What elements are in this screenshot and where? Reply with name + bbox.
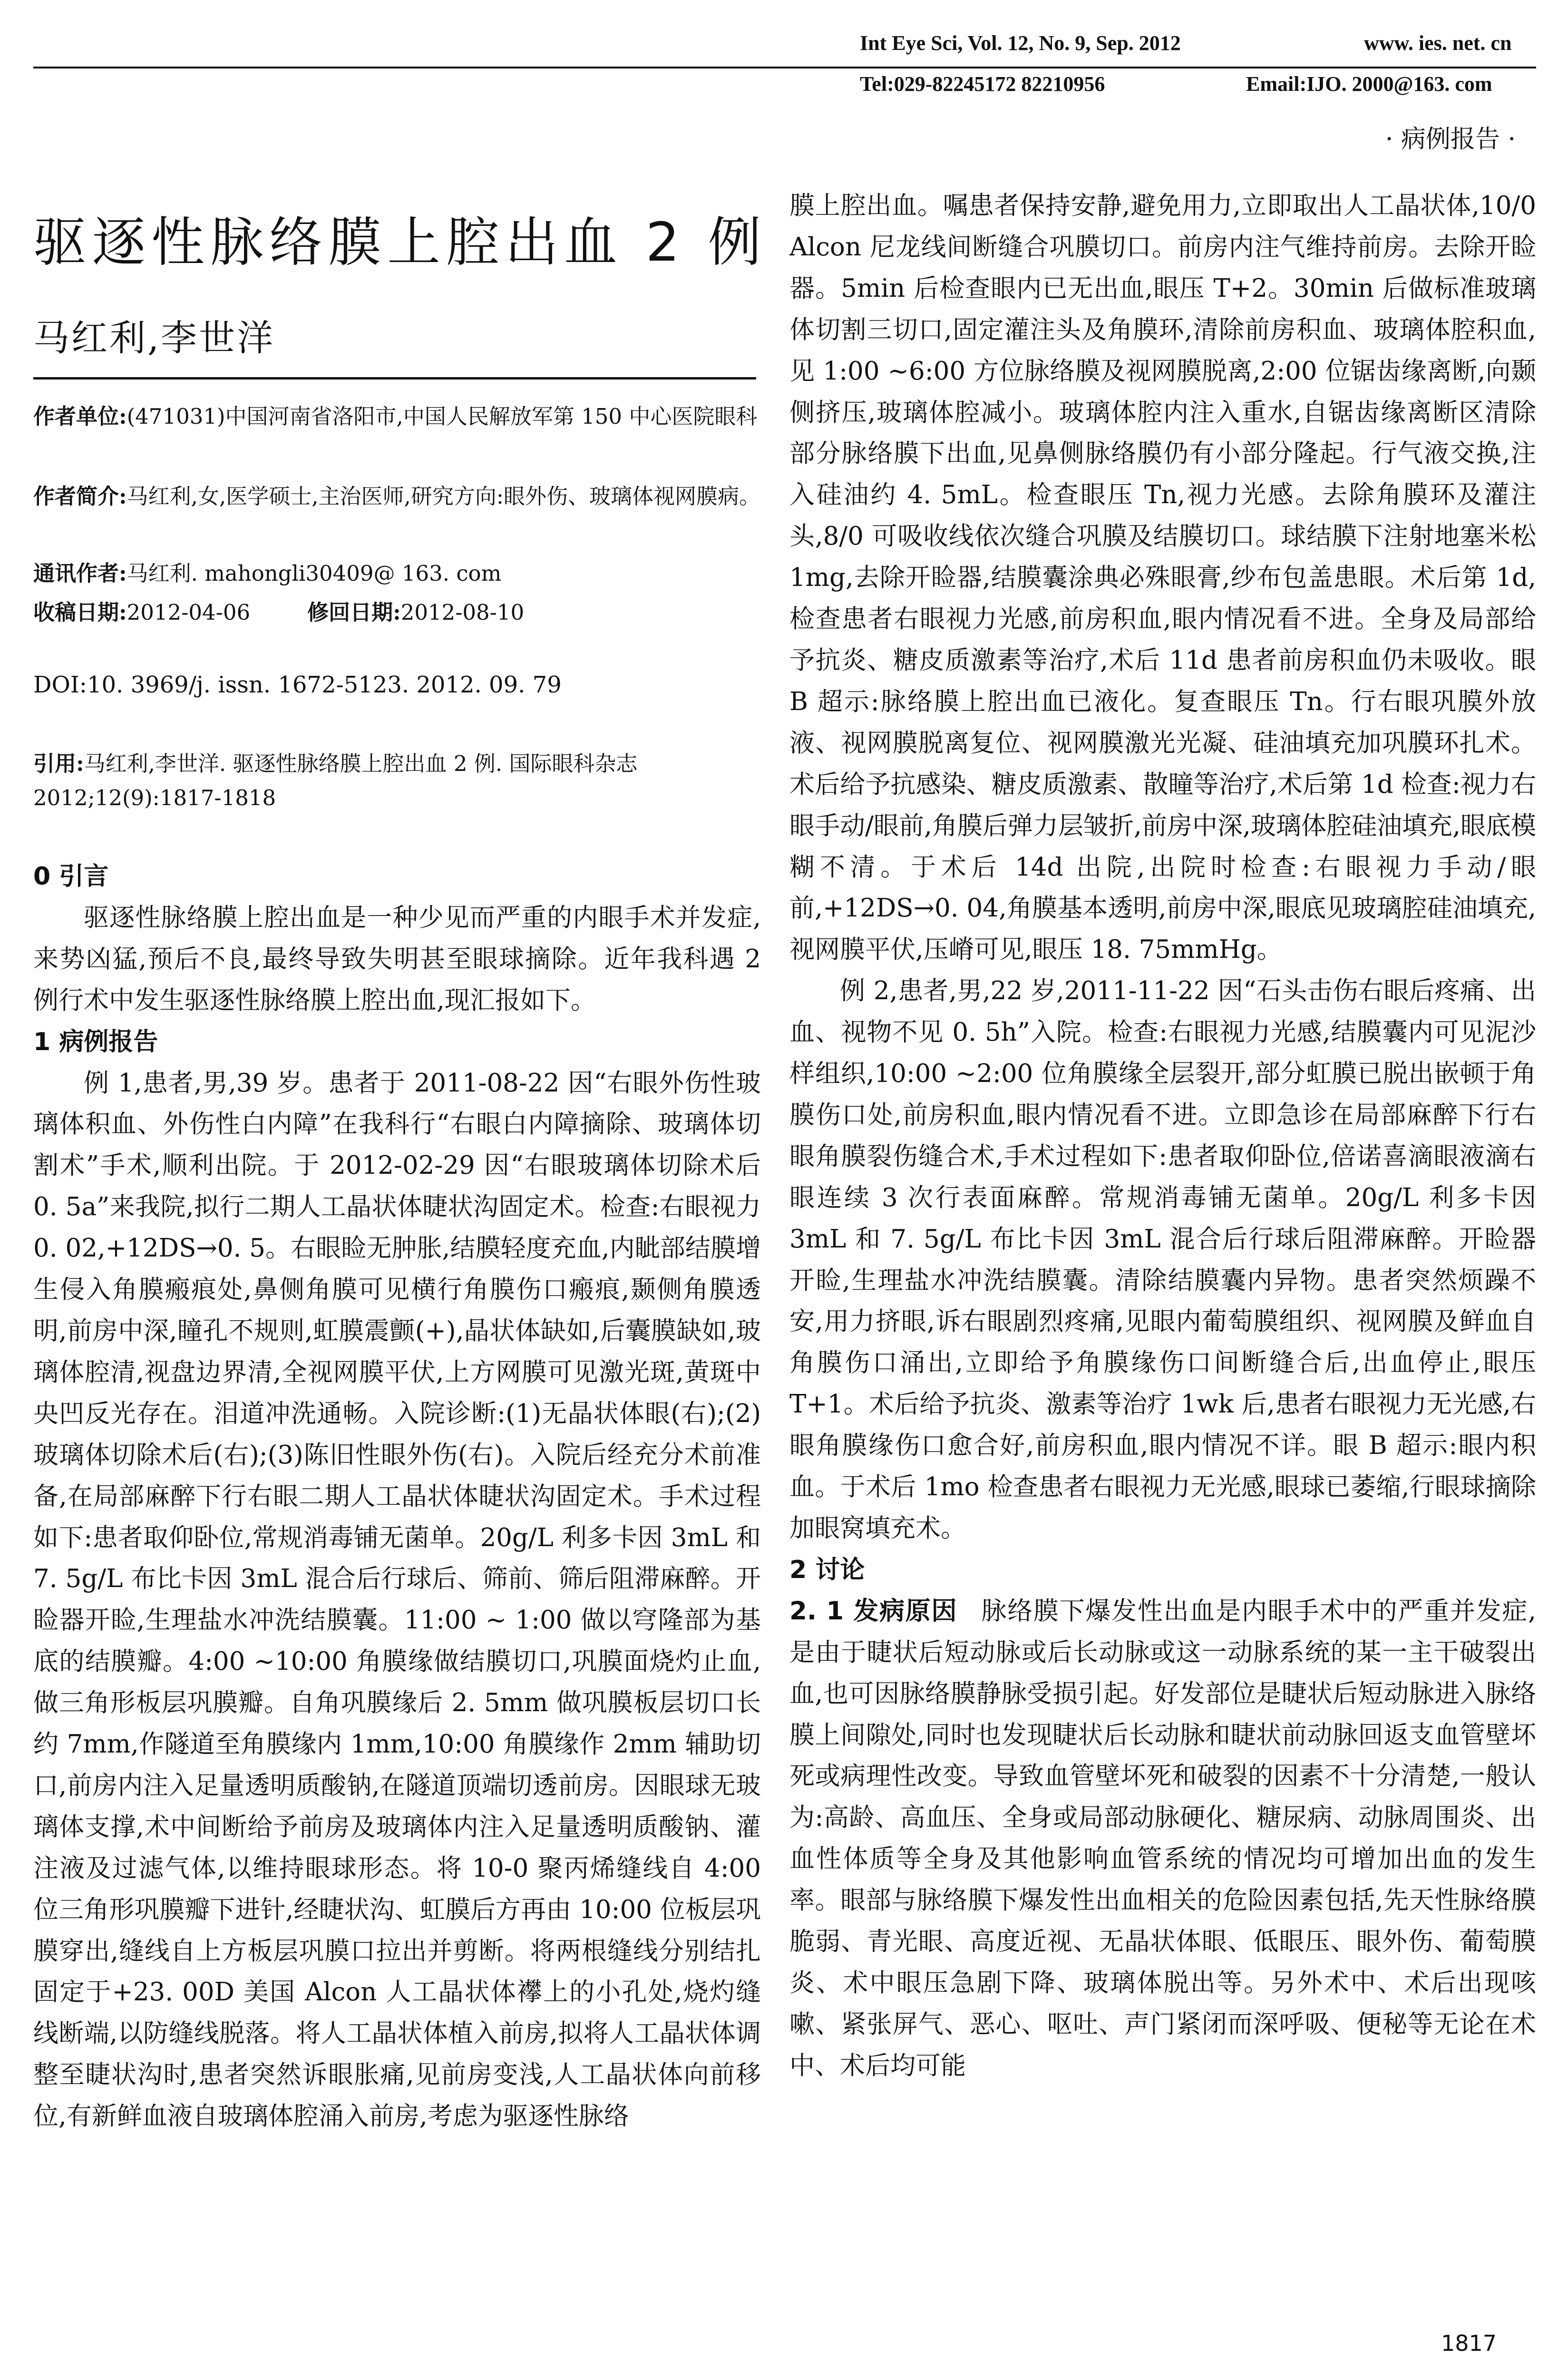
affiliation-block	[33, 399, 761, 434]
corresponding-author-label: 通讯作者:	[33, 561, 127, 586]
doi-label: DOI:	[33, 672, 87, 698]
left-text-column	[33, 856, 761, 2137]
revised-date-label: 修回日期:	[307, 600, 401, 625]
header-rule	[33, 67, 1536, 68]
author-bio-text: 马红利,女,医学硕士,主治医师,研究方向:眼外伤、玻璃体视网膜病。	[127, 484, 761, 509]
heading-discussion: 2 讨论	[789, 1555, 865, 1584]
heading-introduction: 0 引言	[33, 862, 109, 891]
paragraph-introduction: 驱逐性脉络膜上腔出血是一种少见而严重的内眼手术并发症,来势凶猛,预后不良,最终导致失明甚至眼球摘除。近年我科遇 2 例行术中发生驱逐性脉络膜上腔出血,现汇报如下。	[33, 903, 761, 1015]
dates-block	[33, 595, 524, 630]
section-label: · 病例报告 ·	[1385, 125, 1516, 154]
affiliation-label: 作者单位:	[33, 404, 127, 429]
received-date: 2012-04-06	[127, 600, 251, 625]
affiliation-text: (471031)中国河南省洛阳市,中国人民解放军第 150 中心医院眼科	[127, 404, 758, 429]
journal-email: Email:IJO. 2000@163. com	[1246, 72, 1492, 96]
citation-block	[33, 747, 761, 815]
journal-telephone: Tel:029-82245172 82210956	[860, 72, 1105, 96]
corresponding-author-block	[33, 556, 761, 591]
author-bio-block	[33, 479, 761, 514]
citation-text: 马红利,李世洋. 驱逐性脉络膜上腔出血 2 例. 国际眼科杂志 2012;12(9):1817-1818	[33, 751, 638, 810]
article-title: 驱逐性脉络膜上腔出血 2 例	[33, 212, 767, 273]
heading-etiology: 2. 1 发病原因	[789, 1596, 958, 1626]
corresponding-author-text: 马红利. mahongli30409@ 163. com	[127, 561, 502, 586]
paragraph-etiology-text: 脉络膜下爆发性出血是内眼手术中的严重并发症,是由于睫状后短动脉或后长动脉或这一动脉系统的某一主干破裂出血,也可因脉络膜静脉受损引起。好发部位是睫状后短动脉进入脉络膜上间隙处,同时也发现睫状后长动脉和睫状前动脉回返支血管壁坏死或病理性改变。导致血管壁坏死和破裂的因素不十分清楚,一般认为:高龄、高血压、全身或局部动脉硬化、糖尿病、动脉周围炎、出血性体质等全身及其他影响血管系统的情况均可增加出血的发生率。眼部与脉络膜下爆发性出血相关的危险因素包括,先天性脉络膜脆弱、青光眼、高度近视、无晶状体眼、低眼压、眼外伤、葡萄膜炎、术中眼压急剧下降、玻璃体脱出等。另外术中、术后出现咳嗽、紧张屏气、恶心、呕吐、声门紧闭而深呼吸、便秘等无论在术中、术后均可能	[789, 1596, 1536, 2080]
paragraph-case-2: 例 2,患者,男,22 岁,2011-11-22 因“石头击伤右眼后疼痛、出血、视物不见 0. 5h”入院。检查:右眼视力光感,结膜囊内可见泥沙样组织,10:00 ~2:00 位角膜缘全层裂开,部分虹膜已脱出嵌顿于角膜伤口处,前房积血,眼内情况看不进。立即急诊在局部麻醉下行右眼角膜裂伤缝合术,手术过程如下:患者取仰卧位,倍诺喜滴眼液滴右眼连续 3 次行表面麻醉。常规消毒铺无菌单。20g/L 利多卡因 3mL 和 7. 5g/L 布比卡因 3mL 混合后行球后阻滞麻醉。开睑器开睑,生理盐水冲洗结膜囊。清除结膜囊内异物。患者突然烦躁不安,用力挤眼,诉右眼剧烈疼痛,见眼内葡萄膜组织、视网膜及鲜血自角膜伤口涌出,立即给予角膜缘伤口间断缝合后,出血停止,眼压 T+1。术后给予抗炎、激素等治疗 1wk 后,患者右眼视力无光感,右眼角膜缘伤口愈合好,前房积血,眼内情况不详。眼 B 超示:眼内积血。于术后 1mo 检查患者右眼视力无光感,眼球已萎缩,行眼球摘除加眼窝填充术。	[789, 976, 1536, 1543]
doi-block	[33, 668, 562, 702]
paragraph-case-1-continued: 膜上腔出血。嘱患者保持安静,避免用力,立即取出人工晶状体,10/0 Alcon 尼龙线间断缝合巩膜切口。前房内注气维持前房。去除开睑器。5min 后检查眼内已无出血,眼压 T+2。30min 后做标准玻璃体切割三切口,固定灌注头及角膜环,清除前房积血、玻璃体腔积血,见 1:00 ~6:00 方位脉络膜及视网膜脱离,2:00 位锯齿缘离断,向颞侧挤压,玻璃体腔减小。玻璃体腔内注入重水,自锯齿缘离断区清除部分脉络膜下出血,见鼻侧脉络膜仍有小部分隆起。行气液交换,注入硅油约 4. 5mL。检查眼压 Tn,视力光感。去除角膜环及灌注头,8/0 可吸收线依次缝合巩膜及结膜切口。球结膜下注射地塞米松 1mg,去除开睑器,结膜囊涂典必殊眼膏,纱布包盖患眼。术后第 1d,检查患者右眼视力光感,前房积血,眼内情况看不进。全身及局部给予抗炎、糖皮质激素等治疗,术后 11d 患者前房积血仍未吸收。眼 B 超示:脉络膜上腔出血已液化。复查眼压 Tn。行右眼巩膜外放液、视网膜脱离复位、视网膜激光光凝、硅油填充加巩膜环扎术。术后给予抗感染、糖皮质激素、散瞳等治疗,术后第 1d 检查:视力右眼手动/眼前,角膜后弹力层皱折,前房中深,玻璃体腔硅油填充,眼底模糊不清。于术后 14d 出院,出院时检查:右眼视力手动/眼前,+12DS→0. 04,角膜基本透明,前房中深,眼底见玻璃腔硅油填充,视网膜平伏,压嵴可见,眼压 18. 75mmHg。	[789, 191, 1536, 964]
title-divider	[33, 377, 756, 380]
paragraph-case-1: 例 1,患者,男,39 岁。患者于 2011-08-22 因“右眼外伤性玻璃体积血、外伤性白内障”在我科行“右眼白内障摘除、玻璃体切割术”手术,顺利出院。于 2012-02-29 因“右眼玻璃体切除术后 0. 5a”来我院,拟行二期人工晶状体睫状沟固定术。检查:右眼视力 0. 02,+12DS→0. 5。右眼睑无肿胀,结膜轻度充血,内眦部结膜增生侵入角膜瘢痕处,鼻侧角膜可见横行角膜伤口瘢痕,颞侧角膜透明,前房中深,瞳孔不规则,虹膜震颤(+),晶状体缺如,后囊膜缺如,玻璃体腔清,视盘边界清,全视网膜平伏,上方网膜可见激光斑,黄斑中央凹反光存在。泪道冲洗通畅。入院诊断:(1)无晶状体眼(右);(2)玻璃体切除术后(右);(3)陈旧性眼外伤(右)。入院后经充分术前准备,在局部麻醉下行右眼二期人工晶状体睫状沟固定术。手术过程如下:患者取仰卧位,常规消毒铺无菌单。20g/L 利多卡因 3mL 和 7. 5g/L 布比卡因 3mL 混合后行球后、筛前、筛后阻滞麻醉。开睑器开睑,生理盐水冲洗结膜囊。11:00 ~ 1:00 做以穹隆部为基底的结膜瓣。4:00 ~10:00 角膜缘做结膜切口,巩膜面烧灼止血,做三角形板层巩膜瓣。自角巩膜缘后 2. 5mm 做巩膜板层切口长约 7mm,作隧道至角膜缘内 1mm,10:00 角膜缘作 2mm 辅助切口,前房内注入足量透明质酸钠,在隧道顶端切透前房。因眼球无玻璃体支撑,术中间断给予前房及玻璃体内注入足量透明质酸钠、灌注液及过滤气体,以维持眼球形态。将 10-0 聚丙烯缝线自 4:00 位三角形巩膜瓣下进针,经睫状沟、虹膜后方再由 10:00 位板层巩膜穿出,缝线自上方板层巩膜口拉出并剪断。将两根缝线分别结扎固定于+23. 00D 美国 Alcon 人工晶状体襻上的小孔处,烧灼缝线断端,以防缝线脱落。将人工晶状体植入前房,拟将人工晶状体调整至睫状沟时,患者突然诉眼胀痛,见前房变浅,人工晶状体向前移位,有新鲜血液自玻璃体腔涌入前房,考虑为驱逐性脉络	[33, 1068, 761, 2131]
page-number: 1817	[1441, 2330, 1497, 2356]
paragraph-etiology	[789, 1591, 1536, 2087]
author-names: 马红利,李世洋	[33, 317, 275, 359]
author-bio-label: 作者简介:	[33, 484, 127, 509]
revised-date: 2012-08-10	[400, 600, 525, 625]
right-text-column	[789, 185, 1536, 2087]
citation-label: 引用:	[33, 751, 84, 776]
journal-website: www. ies. net. cn	[1364, 31, 1512, 55]
doi-value: 10. 3969/j. issn. 1672-5123. 2012. 09. 79	[87, 672, 562, 698]
journal-citation-line: Int Eye Sci, Vol. 12, No. 9, Sep. 2012	[860, 31, 1181, 55]
received-date-label: 收稿日期:	[33, 600, 127, 625]
heading-case-report: 1 病例报告	[33, 1027, 158, 1056]
